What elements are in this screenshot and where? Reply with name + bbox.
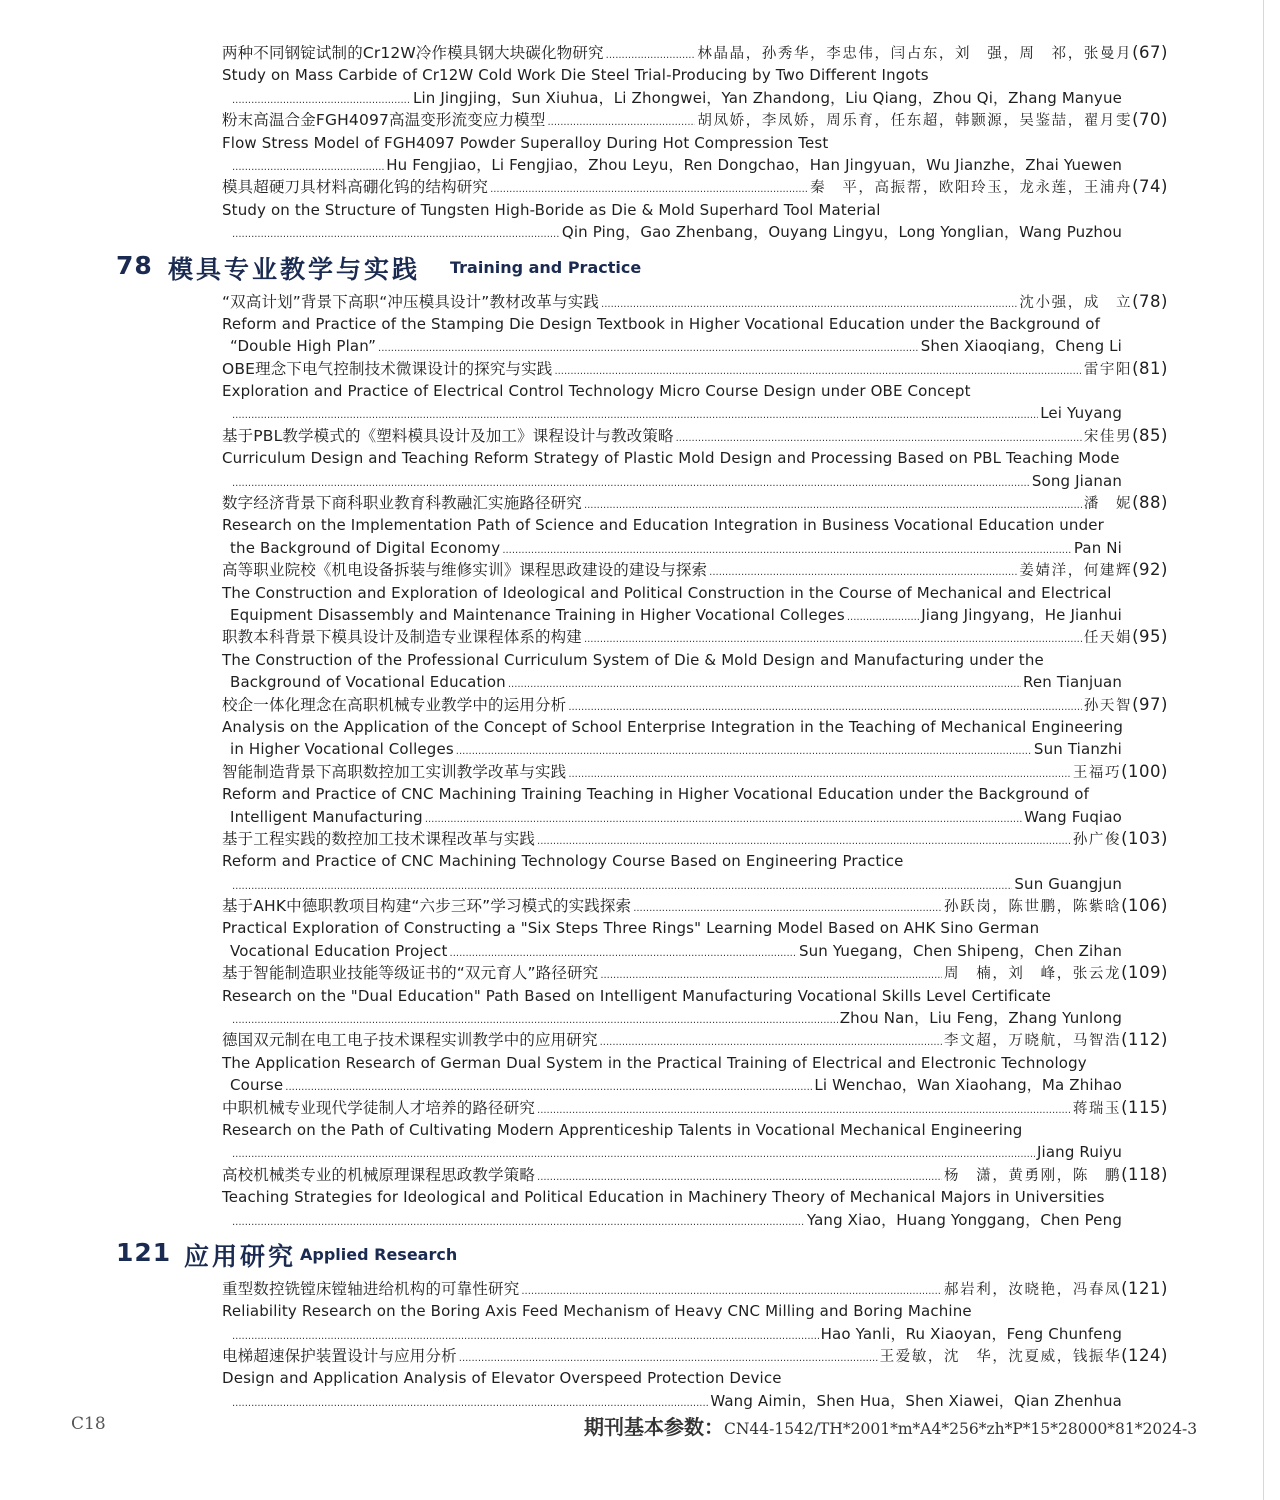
entry-title-en: Teaching Strategies for Ideological and Political Education in Machinery Theory of Mechanical Majors in Universities (222, 1188, 1105, 1207)
section-title-en: Applied Research (300, 1244, 458, 1264)
entry-authors-zh: 孙跃岗，陈世鹏，陈紫晗 (944, 899, 1122, 916)
toc-entry (222, 626, 1168, 693)
entry-title-zh[interactable]: 职教本科背景下模具设计及制造专业课程体系的构建 (222, 628, 582, 647)
toc-entry (222, 962, 1168, 1029)
journal-params (584, 1411, 1197, 1440)
entry-title-en: Intelligent Manufacturing (230, 807, 423, 826)
entry-title-zh[interactable]: 粉末高温合金FGH4097高温变形流变应力模型 (222, 111, 546, 130)
toc-entry (222, 761, 1168, 828)
toc-entry (222, 109, 1168, 176)
entry-authors-en: Sun Yuegang，Chen Shipeng，Chen Zihan (798, 941, 1122, 960)
entry-page: (109) (1121, 963, 1168, 983)
entry-title-zh[interactable]: 电梯超速保护装置设计与应用分析 (222, 1347, 457, 1366)
entry-title-en: Analysis on the Application of the Concept of School Enterprise Integration in the Teaching of Mechanical Engineering (222, 717, 1124, 736)
entry-title-en: The Construction of the Professional Curriculum System of Die & Mold Design and Manufacturing under the (222, 650, 1044, 669)
entry-page: (121) (1121, 1278, 1168, 1298)
entry-authors-en: Ren Tianjuan (1023, 673, 1122, 692)
entry-zh-line (222, 761, 1168, 783)
toc-entry (222, 895, 1168, 962)
entry-zh-line (222, 828, 1168, 850)
entry-en-authors-line (222, 87, 1168, 109)
entry-authors-en: Jiang Ruiyu (1036, 1143, 1122, 1162)
entry-en-authors-line (222, 470, 1168, 492)
entry-authors-en: Li Wenchao，Wan Xiaohang，Ma Zhihao (814, 1076, 1122, 1095)
entry-title-en: Reform and Practice of CNC Machining Training Teaching in Higher Vocational Education under the Background of (222, 785, 1090, 804)
entry-en-line (222, 199, 1168, 221)
entry-en-authors-line (222, 1390, 1168, 1412)
section-title-zh: 模具专业教学与实践 (168, 254, 421, 284)
toc-entry (222, 1164, 1168, 1231)
entry-authors-en: Song Jianan (1031, 471, 1122, 490)
entry-authors-zh: 孙天智 (1083, 697, 1133, 714)
entry-authors-zh: 林晶晶，孙秀华，李忠伟，闫占东，刘 强，周 祁，张曼月 (697, 46, 1133, 62)
entry-zh-line (222, 895, 1168, 917)
entry-authors-zh: 王福巧 (1072, 764, 1122, 781)
entry-authors-en: Hu Fengjiao，Li Fengjiao，Zhou Leyu，Ren Dongchao，Han Jingyuan，Wu Jianzhe，Zhai Yuewen (386, 155, 1122, 174)
entry-authors-en: Qin Ping，Gao Zhenbang，Ouyang Lingyu，Long Yonglian，Wang Puzhou (561, 223, 1122, 242)
entry-zh-line (222, 1345, 1168, 1367)
entry-authors-zh: 宋佳男 (1083, 428, 1133, 445)
entry-title-en: the Background of Digital Economy (230, 538, 501, 557)
entry-title-zh[interactable]: 德国双元制在电工电子技术课程实训教学中的应用研究 (222, 1031, 598, 1050)
entry-title-zh[interactable]: 基于工程实践的数控加工技术课程改革与实践 (222, 829, 536, 848)
entry-title-zh[interactable]: 模具超硬刀具材料高硼化钨的结构研究 (222, 178, 489, 197)
entry-title-en: Practical Exploration of Constructing a "Six Steps Three Rings" Learning Model Based on AHK Sino German (222, 919, 1040, 938)
entry-en-line (222, 738, 1168, 760)
entry-zh-line (222, 1278, 1168, 1300)
entry-authors-zh: 李文超，万晓航，马智浩 (944, 1033, 1122, 1050)
entry-authors-zh: 胡凤娇，李凤娇，周乐育，任东超，韩颢源，吴鉴喆，翟月雯 (697, 113, 1133, 130)
entry-en-line (222, 671, 1168, 693)
entry-title-en: “Double High Plan” (230, 337, 377, 356)
entry-title-zh[interactable]: “双高计划”背景下高职“冲压模具设计”教材改革与实践 (222, 292, 600, 311)
right-margin-line (1263, 0, 1264, 1500)
entry-page: (78) (1132, 291, 1168, 311)
dot-leader (508, 674, 1021, 696)
entry-en-line (222, 514, 1168, 536)
entry-page: (67) (1132, 43, 1168, 62)
entry-page: (81) (1132, 358, 1168, 378)
entry-en-line (222, 940, 1168, 962)
entry-en-line (222, 335, 1168, 357)
entry-title-zh[interactable]: OBE理念下电气控制技术微课设计的探究与实践 (222, 359, 553, 378)
toc-entry (222, 1345, 1168, 1412)
entry-title-en: Vocational Education Project (230, 941, 448, 960)
page-number: C18 (71, 1414, 106, 1434)
entry-page: (70) (1132, 110, 1168, 130)
entry-authors-en: Zhou Nan，Liu Feng，Zhang Yunlong (839, 1009, 1122, 1028)
toc-entry (222, 828, 1168, 895)
section-page-number: 121 (116, 1237, 172, 1267)
entry-title-zh[interactable]: 校企一体化理念在高职机械专业教学中的运用分析 (222, 695, 567, 714)
entry-authors-en: Sun Guangjun (1014, 874, 1122, 893)
entry-en-line (222, 582, 1168, 604)
entry-title-en: Exploration and Practice of Electrical Control Technology Micro Course Design under OBE Concept (222, 382, 971, 401)
entry-page: (115) (1121, 1097, 1168, 1117)
entry-en-line (222, 783, 1168, 805)
entry-title-zh[interactable]: 基于智能制造职业技能等级证书的“双元育人”路径研究 (222, 964, 599, 983)
entry-title-en: in Higher Vocational Colleges (230, 740, 454, 759)
toc-entry (222, 492, 1168, 559)
entry-page: (85) (1132, 425, 1168, 445)
entry-page: (118) (1121, 1164, 1168, 1184)
entry-authors-en: Lin Jingjing，Sun Xiuhua，Li Zhongwei，Yan Zhandong，Liu Qiang，Zhou Qi，Zhang Manyue (412, 88, 1122, 107)
entry-en-authors-line (222, 873, 1168, 895)
section-page-number: 78 (116, 250, 153, 280)
entry-zh-line (222, 1029, 1168, 1051)
entry-title-en: Background of Vocational Education (230, 673, 506, 692)
entry-title-zh[interactable]: 重型数控铣镗床镗轴进给机构的可靠性研究 (222, 1279, 520, 1298)
entry-title-en: Research on the Path of Cultivating Modern Apprenticeship Talents in Vocational Mechanical Engineering (222, 1120, 1023, 1139)
entry-authors-en: Lei Yuyang (1040, 404, 1122, 423)
entry-authors-zh: 蒋瑞玉 (1072, 1100, 1122, 1117)
entry-en-authors-line (222, 1007, 1168, 1029)
entry-title-en: Design and Application Analysis of Elevator Overspeed Protection Device (222, 1369, 782, 1388)
entry-en-line (222, 1119, 1168, 1141)
entry-authors-en: Wang Fuqiao (1024, 807, 1122, 826)
section-heading (116, 244, 1168, 291)
entry-page: (95) (1132, 627, 1168, 647)
entry-authors-en: Wang Aimin，Shen Hua，Shen Xiawei，Qian Zhenhua (710, 1391, 1122, 1410)
entry-authors-en: Jiang Jingyang，He Jianhui (921, 605, 1122, 624)
entry-title-zh[interactable]: 智能制造背景下高职数控加工实训教学改革与实践 (222, 762, 567, 781)
entry-en-line (222, 447, 1168, 469)
entry-zh-line (222, 1097, 1168, 1119)
entry-authors-zh: 王爱敏，沈 华，沈夏威，钱振华 (879, 1349, 1122, 1366)
entry-zh-line (222, 492, 1168, 514)
entry-zh-line (222, 962, 1168, 984)
entry-authors-zh: 秦 平，高振帮，欧阳玲玉，龙永莲，王浦舟 (810, 180, 1133, 197)
toc-entry (222, 358, 1168, 425)
entry-authors-zh: 姜婧洋，何建辉 (1019, 563, 1133, 580)
entry-page: (106) (1121, 896, 1168, 916)
entry-authors-en: Yang Xiao，Huang Yonggang，Chen Peng (806, 1210, 1122, 1229)
entry-title-en: Research on the "Dual Education" Path Based on Intelligent Manufacturing Vocational Skills Level Certificate (222, 986, 1052, 1005)
entry-title-en: Reliability Research on the Boring Axis Feed Mechanism of Heavy CNC Milling and Boring Machine (222, 1302, 972, 1321)
entry-zh-line (222, 358, 1168, 380)
entry-title-zh[interactable]: 高等职业院校《机电设备拆装与维修实训》课程思政建设的建设与探索 (222, 561, 708, 580)
entry-authors-zh: 潘 妮 (1083, 496, 1133, 513)
entry-authors-zh: 郝岩利，汝晓艳，冯春凤 (944, 1281, 1122, 1298)
entry-en-line (222, 716, 1168, 738)
entry-en-authors-line (222, 402, 1168, 424)
toc-entry (222, 1029, 1168, 1096)
entry-title-en: Research on the Implementation Path of Science and Education Integration in Business Vocational Education under (222, 516, 1104, 535)
entry-authors-zh: 杨 潇，黄勇刚，陈 鹏 (944, 1167, 1122, 1184)
entry-en-line (222, 380, 1168, 402)
table-of-contents (116, 42, 1168, 1412)
entry-en-authors-line (222, 221, 1168, 243)
entry-en-line (222, 649, 1168, 671)
entry-title-en: Equipment Disassembly and Maintenance Training in Higher Vocational Colleges (230, 605, 845, 624)
toc-entry (222, 291, 1168, 358)
entry-en-authors-line (222, 1323, 1168, 1345)
entry-en-line (222, 1074, 1168, 1096)
entry-page: (112) (1121, 1030, 1168, 1050)
entry-title-en: Reform and Practice of CNC Machining Technology Course Based on Engineering Practice (222, 852, 904, 871)
toc-entry (222, 176, 1168, 243)
entry-title-en: The Application Research of German Dual System in the Practical Training of Electrical and Electronic Technology (222, 1053, 1087, 1072)
toc-entry (222, 1097, 1168, 1164)
entry-zh-line (222, 626, 1168, 648)
entry-authors-en: Sun Tianzhi (1033, 740, 1122, 759)
toc-entry (222, 42, 1168, 109)
section-title-en: Training and Practice (450, 257, 642, 277)
entry-page: (124) (1121, 1346, 1168, 1366)
entry-page: (97) (1132, 694, 1168, 714)
entry-en-line (222, 64, 1168, 86)
entry-en-line (222, 313, 1168, 335)
entry-authors-en: Shen Xiaoqiang，Cheng Li (920, 337, 1122, 356)
entry-title-en: Reform and Practice of the Stamping Die Design Textbook in Higher Vocational Education under the Background of (222, 314, 1101, 333)
entry-en-line (222, 604, 1168, 626)
toc-entry (222, 694, 1168, 761)
entry-zh-line (222, 694, 1168, 716)
entry-title-en: Study on the Structure of Tungsten High-Boride as Die & Mold Superhard Tool Material (222, 200, 881, 219)
entry-en-line (222, 1052, 1168, 1074)
entry-en-line (222, 850, 1168, 872)
entry-en-line (222, 806, 1168, 828)
entry-title-en: Curriculum Design and Teaching Reform Strategy of Plastic Mold Design and Processing Based on PBL Teaching Mode (222, 449, 1120, 468)
journal-params-label: 期刊基本参数： (584, 1415, 724, 1439)
entry-zh-line (222, 176, 1168, 198)
entry-title-zh[interactable]: 高校机械类专业的机械原理课程思政教学策略 (222, 1165, 536, 1184)
section-title-zh: 应用研究 (184, 1241, 297, 1271)
entry-authors-en: Pan Ni (1073, 538, 1122, 557)
entry-en-line (222, 1300, 1168, 1322)
entry-zh-line (222, 42, 1168, 64)
entry-title-en: Flow Stress Model of FGH4097 Powder Superalloy During Hot Compression Test (222, 133, 829, 152)
entry-title-zh[interactable]: 两种不同钢锭试制的Cr12W冷作模具钢大块碳化物研究 (222, 44, 604, 62)
entry-title-zh[interactable]: 基于AHK中德职教项目构建“六步三环”学习模式的实践探索 (222, 897, 632, 916)
entry-zh-line (222, 1164, 1168, 1186)
entry-en-line (222, 132, 1168, 154)
entry-title-zh[interactable]: 基于PBL教学模式的《塑料模具设计及加工》课程设计与教改策略 (222, 426, 674, 445)
entry-title-zh[interactable]: 中职机械专业现代学徒制人才培养的路径研究 (222, 1098, 536, 1117)
entry-en-authors-line (222, 1141, 1168, 1163)
entry-zh-line (222, 109, 1168, 131)
entry-authors-zh: 孙广俊 (1072, 831, 1122, 848)
entry-page: (100) (1121, 761, 1168, 781)
entry-en-line (222, 1367, 1168, 1389)
dot-leader (847, 607, 919, 629)
entry-page: (103) (1121, 828, 1168, 848)
section-heading (116, 1231, 1168, 1278)
entry-authors-en: Hao Yanli，Ru Xiaoyan，Feng Chunfeng (820, 1324, 1122, 1343)
entry-title-en: Study on Mass Carbide of Cr12W Cold Work Die Steel Trial-Producing by Two Different Ingots (222, 66, 929, 85)
entry-en-line (222, 917, 1168, 939)
entry-authors-zh: 任天娟 (1083, 630, 1133, 647)
toc-entry (222, 559, 1168, 626)
entry-title-zh[interactable]: 数字经济背景下商科职业教育科教融汇实施路径研究 (222, 494, 582, 513)
entry-en-authors-line (222, 1209, 1168, 1231)
entry-page: (88) (1132, 493, 1168, 513)
entry-zh-line (222, 559, 1168, 581)
entry-en-line (222, 537, 1168, 559)
entry-en-line (222, 1186, 1168, 1208)
entry-page: (74) (1132, 177, 1168, 197)
toc-entry (222, 425, 1168, 492)
entry-zh-line (222, 425, 1168, 447)
entry-zh-line (222, 291, 1168, 313)
toc-entry (222, 1278, 1168, 1345)
entry-title-en: The Construction and Exploration of Ideological and Political Construction in the Course of Mechanical and Electrical (222, 583, 1112, 602)
entry-title-en: Course (230, 1076, 284, 1095)
entry-en-authors-line (222, 154, 1168, 176)
entry-authors-zh: 沈小强，成 立 (1019, 294, 1133, 311)
entry-authors-zh: 周 楠，刘 峰，张云龙 (944, 966, 1122, 983)
entry-authors-zh: 雷宇阳 (1083, 361, 1133, 378)
journal-params-value: CN44-1542/TH*2001*m*A4*256*zh*P*15*28000*81*2024-3 (724, 1420, 1198, 1438)
entry-en-line (222, 985, 1168, 1007)
entry-page: (92) (1132, 560, 1168, 580)
